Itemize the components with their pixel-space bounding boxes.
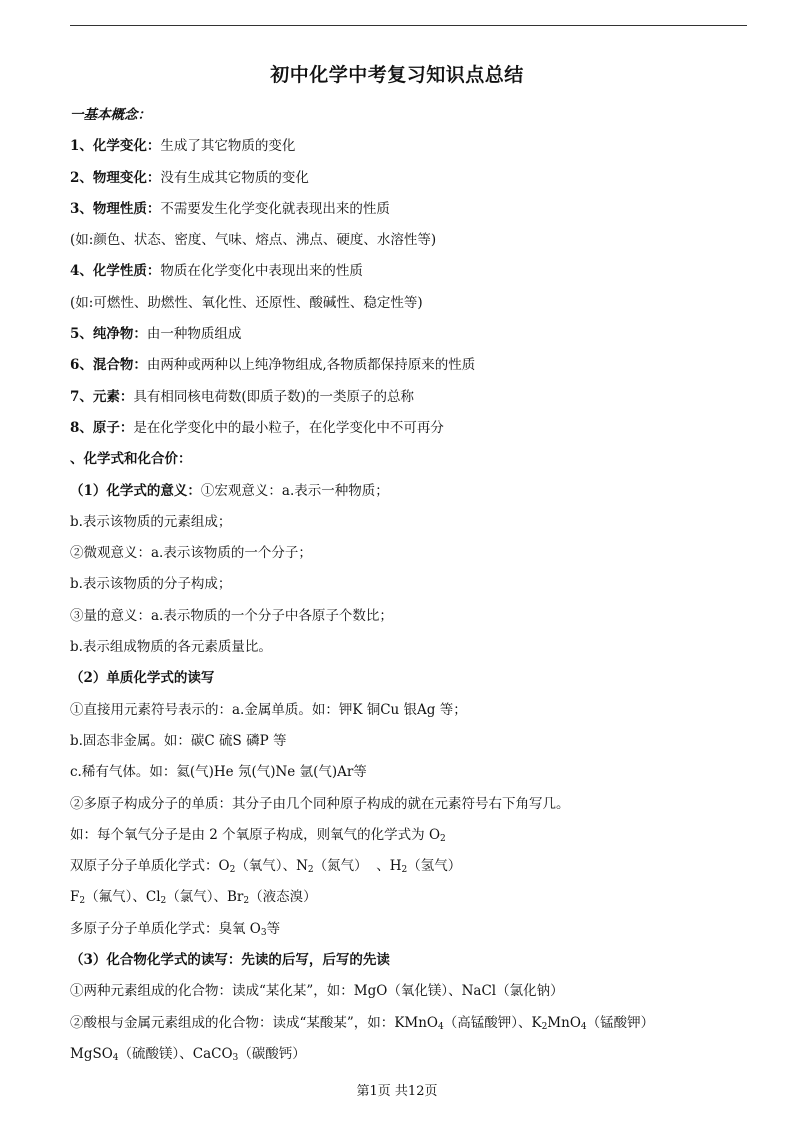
concept-item: 8、原子：是在化学变化中的最小粒子，在化学变化中不可再分 xyxy=(70,419,444,436)
acid-radical-compound-line: ②酸根与金属元素组成的化合物：读成“某酸某”，如：KMnO$_4$（高锰酸钾）、$K_2MnO_4$（锰酸钾） xyxy=(70,1014,655,1032)
concept-definition: (如:颜色、状态、密度、气味、熔点、沸点、硬度、水溶性等) xyxy=(70,232,437,249)
concept-number: 6、 xyxy=(70,357,93,374)
concept-definition: 物质在化学变化中表现出来的性质 xyxy=(160,263,363,280)
concept-number: 5、 xyxy=(70,326,93,343)
concept-item: 7、元素：具有相同核电荷数(即质子数)的一类原子的总称 xyxy=(70,388,414,405)
concept-item: 6、混合物：由两种或两种以上纯净物组成,各物质都保持原来的性质 xyxy=(70,357,476,374)
halogen-line: $F_2$（氟气）、$Cl_2$（氯气）、$Br_2$（液态溴） xyxy=(70,889,317,907)
concept-item xyxy=(70,225,750,256)
binary-compound-line: ①两种元素组成的化合物：读成“某化某”，如：MgO（氧化镁）、NaCl（氯化钠） xyxy=(70,983,564,1000)
polyatomic-line: 多原子分子单质化学式：臭氧 $O_3$等 xyxy=(70,920,281,938)
document-body xyxy=(70,100,750,1070)
section-heading-formula-valence: 、化学式和化合价： xyxy=(70,451,192,468)
concept-term: 元素 xyxy=(92,388,120,405)
concept-item: 3、物理性质：不需要发生化学变化就表现出来的性质 xyxy=(70,200,390,217)
sulfate-carbonate-line: MgSO$_4$（硫酸镁）、CaCO$_3$（碳酸钙） xyxy=(70,1045,306,1063)
concept-item: 5、纯净物：由一种物质组成 xyxy=(70,326,242,343)
concept-term: 物理性质 xyxy=(92,200,147,217)
oxygen-formula-line: 如：每个氧气分子是由 2 个氧原子构成，则氧气的化学式为 $O_2$ xyxy=(70,826,446,844)
concept-definition: 没有生成其它物质的变化 xyxy=(160,169,309,186)
concept-number: 1、 xyxy=(70,138,93,155)
concept-term: 原子 xyxy=(92,419,120,436)
formula-meaning-line: b.表示该物质的分子构成； xyxy=(70,576,232,593)
concept-item: 2、物理变化：没有生成其它物质的变化 xyxy=(70,169,309,186)
subsection-heading: （1）化学式的意义： xyxy=(70,482,201,499)
concept-number: 4、 xyxy=(70,263,93,280)
document-title: 初中化学中考复习知识点总结 xyxy=(270,64,524,86)
diatomic-line: 双原子分子单质化学式：$O_2$（氧气）、$N_2$（氮气） 、$H_2$（氢气） xyxy=(70,858,462,876)
concept-number: 3、 xyxy=(70,200,93,217)
concept-term: 化学性质 xyxy=(92,263,147,280)
formula-meaning-line: b.表示组成物质的各元素质量比。 xyxy=(70,639,272,656)
subsection-heading-rest: ①宏观意义：a.表示一种物质； xyxy=(200,482,389,499)
formula-meaning-line: ③量的意义：a.表示物质的一个分子中各原子个数比； xyxy=(70,607,393,624)
concept-definition: 生成了其它物质的变化 xyxy=(160,138,296,155)
concept-item xyxy=(70,288,750,319)
subsection-heading-elemental-formula: （2）单质化学式的读写 xyxy=(70,670,215,687)
concept-definition: 由一种物质组成 xyxy=(146,326,242,343)
concept-term: 混合物 xyxy=(92,357,134,374)
concept-item: 4、化学性质：物质在化学变化中表现出来的性质 xyxy=(70,263,363,280)
concept-definition: (如:可燃性、助燃性、氧化性、还原性、酸碱性、稳定性等) xyxy=(70,294,423,311)
concept-number: 2、 xyxy=(70,169,93,186)
concept-number: 7、 xyxy=(70,388,93,405)
formula-meaning-line: ②微观意义：a.表示该物质的一个分子； xyxy=(70,545,312,562)
elemental-formula-line: b.固态非金属。如：碳C 硫S 磷P 等 xyxy=(70,732,287,749)
concept-term: 化学变化 xyxy=(92,138,147,155)
concept-item: 1、化学变化：生成了其它物质的变化 xyxy=(70,138,296,155)
concept-term: 物理变化 xyxy=(92,169,147,186)
header-rule xyxy=(70,25,747,26)
concept-definition: 不需要发生化学变化就表现出来的性质 xyxy=(160,200,390,217)
concept-definition: 具有相同核电荷数(即质子数)的一类原子的总称 xyxy=(133,388,414,405)
elemental-formula-line: ①直接用元素符号表示的：a.金属单质。如：钾K 铜Cu 银Ag 等； xyxy=(70,701,467,718)
elemental-formula-line: ②多原子构成分子的单质：其分子由几个同种原子构成的就在元素符号右下角写几。 xyxy=(70,795,570,812)
subsection-heading-compound-formula: （3）化合物化学式的读写：先读的后写，后写的先读 xyxy=(70,952,390,969)
subsection-formula-meaning xyxy=(70,476,750,507)
section-heading-basic-concepts: 一基本概念： xyxy=(70,107,151,123)
concept-number: 8、 xyxy=(70,419,93,436)
formula-meaning-line: b.表示该物质的元素组成； xyxy=(70,513,232,530)
page-footer: 第1页 共12页 xyxy=(356,1084,438,1099)
concept-definition: 是在化学变化中的最小粒子，在化学变化中不可再分 xyxy=(133,419,444,436)
concept-term: 纯净物 xyxy=(92,326,134,343)
elemental-formula-line: c.稀有气体。如：氦(气)He 氖(气)Ne 氩(气)Ar等 xyxy=(70,764,367,781)
concept-definition: 由两种或两种以上纯净物组成,各物质都保持原来的性质 xyxy=(146,357,476,374)
